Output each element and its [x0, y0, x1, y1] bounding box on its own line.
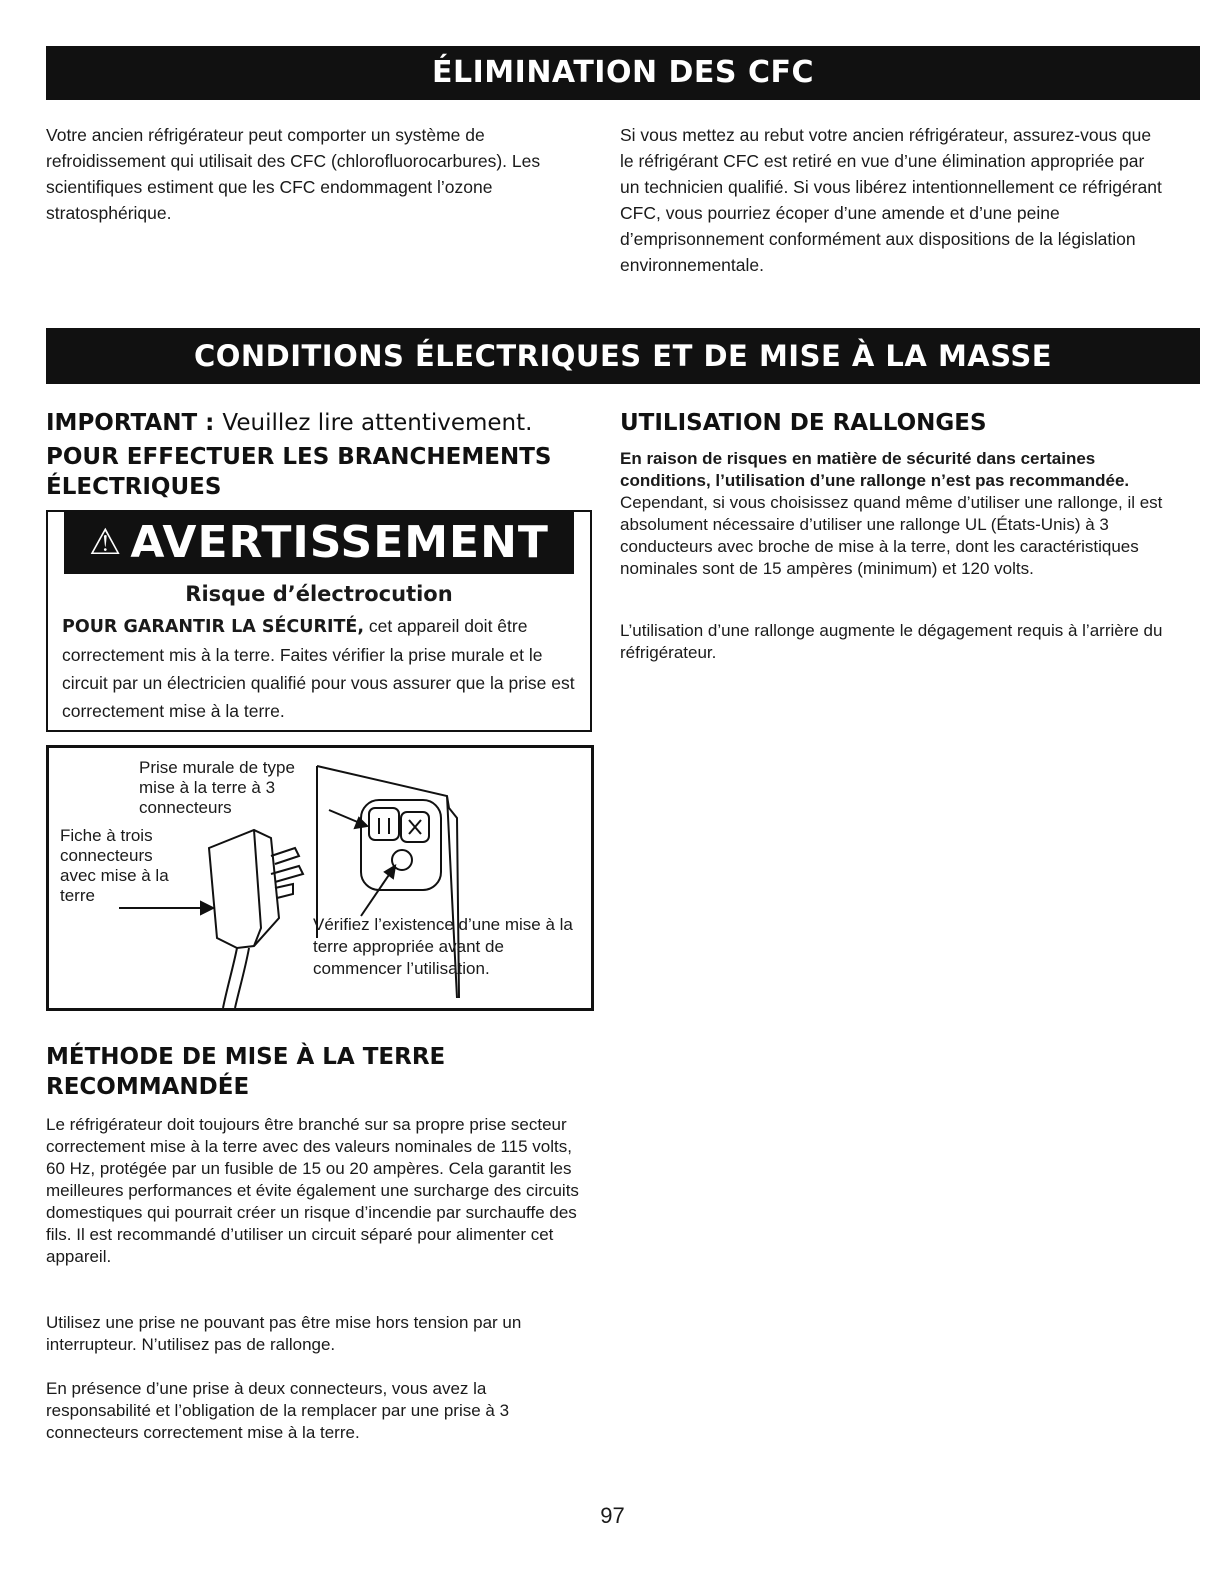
warning-header	[64, 512, 574, 574]
connections-heading: POUR EFFECTUER LES BRANCHEMENTS ÉLECTRIQUES	[46, 444, 552, 500]
verify-label: Vérifiez l’existence d’une mise à la terre appropriée avant de commencer l’utilisation.	[313, 915, 573, 978]
warning-text	[62, 612, 576, 725]
plug-label: Fiche à trois connecteurs avec mise à la terre	[60, 826, 169, 905]
extension-paragraph-1	[620, 448, 1165, 580]
wall-outlet-label: Prise murale de type mise à la terre à 3 connecteurs	[139, 758, 295, 817]
grounding-heading: MÉTHODE DE MISE À LA TERRE RECOMMANDÉE	[46, 1044, 446, 1100]
warning-triangle-icon: ⚠	[89, 522, 123, 563]
important-text: Veuillez lire attentivement.	[222, 410, 533, 436]
important-label: IMPORTANT :	[46, 410, 215, 436]
extension-bold-lead: En raison de risques en matière de sécurité dans certaines conditions, l’utilisation d’une rallonge n’est pas recommandée.	[620, 449, 1130, 490]
extension-paragraph-1-rest: Cependant, si vous choisissez quand même d’utiliser une rallonge, il est absolument nécessaire d’utiliser une rallonge UL (États-Unis) à 3 conducteurs avec broche de mise à la terre, dont les caractéristiques nominales sont de 15 ampères (minimum) et 120 volts.	[620, 493, 1163, 578]
electrical-banner: CONDITIONS ÉLECTRIQUES ET DE MISE À LA MASSE	[46, 328, 1200, 384]
warning-subtitle: Risque d’électrocution	[185, 582, 453, 606]
important-line	[46, 408, 586, 438]
grounding-diagram	[46, 745, 594, 1011]
page-number: 97	[600, 1503, 625, 1528]
grounding-paragraph-3: En présence d’une prise à deux connecteurs, vous avez la responsabilité et l’obligation de la remplacer par une prise à 3 connecteurs correctement mise à la terre.	[46, 1379, 510, 1442]
warning-box	[46, 510, 592, 732]
warning-body: cet appareil doit être correctement mis à la terre. Faites vérifier la prise murale et le circuit par un électricien qualifié pour vous assurer que la prise est correctement mise à la terre.	[62, 616, 575, 721]
cfc-banner: ÉLIMINATION DES CFC	[46, 46, 1200, 100]
warning-title: AVERTISSEMENT	[130, 517, 549, 568]
extension-paragraph-2: L’utilisation d’une rallonge augmente le dégagement requis à l’arrière du réfrigérateur.	[620, 621, 1163, 662]
grounding-paragraph-2: Utilisez une prise ne pouvant pas être mise hors tension par un interrupteur. N’utilisez pas de rallonge.	[46, 1313, 522, 1354]
warning-lead: POUR GARANTIR LA SÉCURITÉ,	[62, 617, 364, 637]
grounding-paragraph-1: Le réfrigérateur doit toujours être branché sur sa propre prise secteur correctement mise à la terre avec des valeurs nominales de 115 volts, 60 Hz, protégée par un fusible de 15 ou 20 ampères. Cela garantit les meilleures performances et évite également une surcharge des circuits domestiques qui pourrait créer un risque d’incendie par surchauffe des fils. Il est recommandé d’utiliser un circuit séparé pour alimenter cet appareil.	[46, 1115, 579, 1266]
extension-heading: UTILISATION DE RALLONGES	[620, 410, 987, 436]
cfc-right-paragraph: Si vous mettez au rebut votre ancien réfrigérateur, assurez-vous que le réfrigérant CFC est retiré en vue d’une élimination appropriée par un technicien qualifié. Si vous libérez intentionnellement ce réfrigérant CFC, vous pourriez écoper d’une amende et d’une peine d’emprisonnement conformément aux dispositions de la législation environnementale.	[620, 125, 1162, 275]
cfc-left-paragraph: Votre ancien réfrigérateur peut comporter un système de refroidissement qui utilisait des CFC (chlorofluorocarbures). Les scientifiques estiment que les CFC endommagent l’ozone stratosphérique.	[46, 125, 541, 223]
